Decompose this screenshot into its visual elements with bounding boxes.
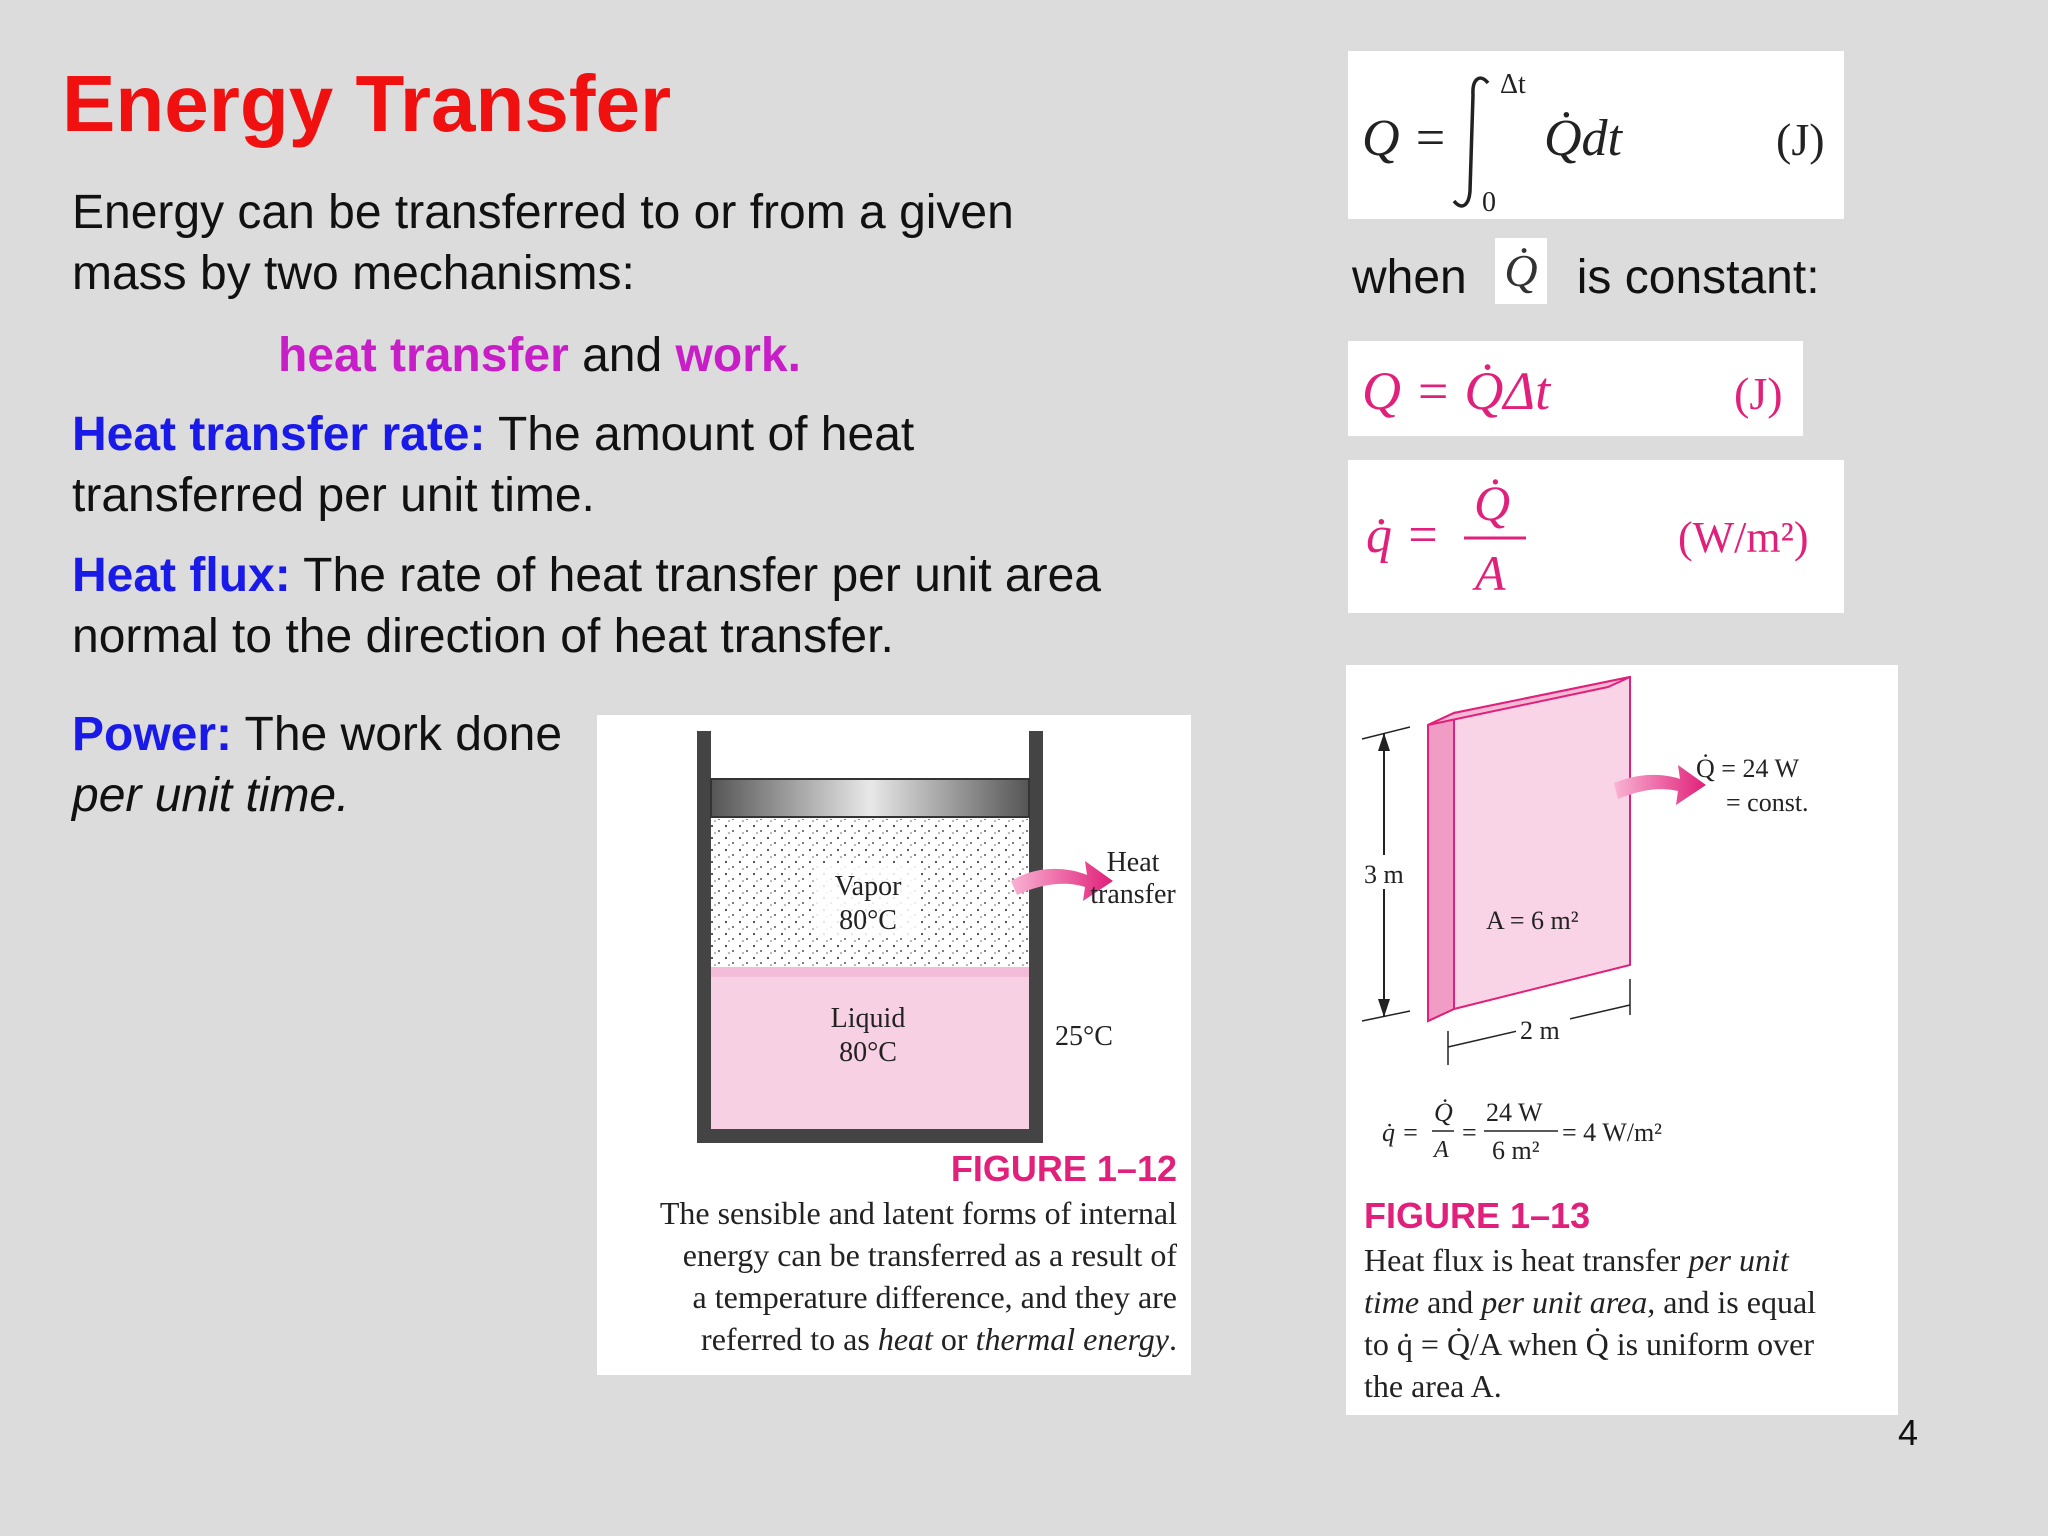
- heat-transfer-rate-definition: [72, 404, 1072, 526]
- fig13-caption-time: time: [1364, 1284, 1420, 1320]
- plate-heat-flux-diagram: [1346, 665, 1898, 1205]
- formula-equals: =: [1462, 1118, 1477, 1147]
- qdot-symbol: Q̇: [1504, 245, 1538, 296]
- heat-transfer-rate-text: The amount of heat transferred per unit time.: [72, 408, 915, 522]
- fig12-caption-or: or: [932, 1321, 976, 1357]
- and-text: and: [568, 329, 676, 382]
- fig13-caption-and: and: [1419, 1284, 1482, 1320]
- plate-side-face: [1428, 713, 1454, 1021]
- eq1-lhs: Q =: [1362, 110, 1448, 167]
- heat-transfer-term: heat transfer: [278, 329, 569, 382]
- when-constant-line: [1352, 250, 1820, 305]
- period: .: [787, 329, 801, 382]
- width-label: 2 m: [1520, 1016, 1560, 1045]
- formula-den1: A: [1434, 1137, 1449, 1163]
- fig12-caption-period: .: [1169, 1321, 1177, 1357]
- figure-1-12-label: FIGURE 1–12: [950, 1148, 1177, 1189]
- heat-flux-text: The rate of heat transfer per unit area normal to the direction of heat transfer.: [72, 549, 1101, 663]
- figure-1-13: [1346, 665, 1898, 1415]
- cylinder-right-wall: [1029, 731, 1043, 1143]
- piston-cylinder-diagram: [597, 715, 1191, 1155]
- height-tick-top: [1362, 727, 1410, 739]
- figure-1-13-label: FIGURE 1–13: [1364, 1195, 1591, 1236]
- heat-flux-equation-box: [1348, 460, 1844, 613]
- fig13-caption-line3: to q̇ = Q̇/A when Q̇ is uniform over: [1364, 1326, 1814, 1362]
- fig12-caption-line3: a temperature difference, and they are: [692, 1279, 1177, 1315]
- formula-den2: 6 m²: [1492, 1136, 1540, 1165]
- transfer-label: transfer: [1090, 879, 1176, 910]
- heat-flux-equation: [1348, 460, 1844, 613]
- eq1-unit: (J): [1776, 114, 1825, 165]
- integral-equation: [1348, 51, 1844, 219]
- area-label: A = 6 m²: [1486, 906, 1579, 935]
- is-constant-text: is constant:: [1576, 251, 1820, 304]
- power-definition: [72, 704, 592, 826]
- plate: [1428, 677, 1630, 1021]
- power-text: The work done: [232, 708, 563, 761]
- fig13-caption-line2: [1364, 1281, 1894, 1323]
- eq1-upper-limit: Δt: [1500, 69, 1526, 100]
- figure-1-12-caption: [607, 1192, 1177, 1360]
- constant-rate-equation-box: [1348, 341, 1803, 436]
- surroundings-temperature: 25°C: [1055, 1021, 1113, 1052]
- eq3-numerator: Q̇: [1474, 475, 1511, 531]
- cylinder-bottom: [697, 1129, 1043, 1143]
- eq1-integrand: Q̇dt: [1544, 110, 1622, 167]
- page-number: 4: [1898, 1412, 1919, 1453]
- fig13-caption-equal: and is equal: [1655, 1284, 1817, 1320]
- when-text: when: [1352, 251, 1467, 304]
- eq3-lhs: q̇ =: [1366, 507, 1441, 564]
- formula-result: = 4 W/m²: [1562, 1118, 1662, 1147]
- fig13-caption-line1: [1364, 1239, 1894, 1281]
- eq3-unit: (W/m²): [1678, 513, 1809, 562]
- intro-paragraph: Energy can be transferred to or from a given mass by two mechanisms:: [72, 186, 1014, 300]
- fig12-caption-line1: The sensible and latent forms of internal: [659, 1195, 1177, 1231]
- liquid-surface: [711, 967, 1029, 977]
- piston: [711, 779, 1029, 817]
- liquid-temperature: 80°C: [839, 1037, 897, 1068]
- cylinder-left-wall: [697, 731, 711, 1143]
- mechanisms-line: [278, 325, 801, 386]
- qdot-symbol-box: [1495, 238, 1547, 304]
- liquid-label: Liquid: [830, 1003, 906, 1034]
- figure-1-13-caption: [1364, 1239, 1894, 1407]
- vapor-temperature: 80°C: [839, 905, 897, 936]
- heat-flux-term: Heat flux:: [72, 549, 291, 602]
- fig12-caption-heat: heat: [877, 1321, 933, 1357]
- formula-num2: 24 W: [1486, 1098, 1543, 1127]
- work-term: work: [675, 329, 788, 382]
- power-term: Power:: [72, 708, 233, 761]
- integral-equation-box: [1348, 51, 1844, 219]
- figure-1-12: [597, 715, 1191, 1375]
- heat-rate-label: Q̇ = 24 W: [1696, 754, 1800, 783]
- fig12-caption-line2: energy can be transferred as a result of: [682, 1237, 1177, 1273]
- eq2-unit: (J): [1734, 368, 1783, 419]
- height-tick-bottom: [1362, 1011, 1410, 1021]
- constant-rate-equation: [1348, 341, 1803, 436]
- eq2-text: Q = Q̇Δt: [1362, 361, 1551, 421]
- eq3-denominator: A: [1475, 545, 1506, 601]
- height-arrow-top-icon: [1378, 733, 1390, 751]
- per-unit-time-text: per unit time.: [72, 769, 350, 822]
- fig12-caption-thermal-energy: thermal energy: [975, 1321, 1169, 1357]
- constant-label: = const.: [1726, 788, 1809, 817]
- eq1-lower-limit: 0: [1482, 187, 1496, 218]
- fig13-caption-per-unit: per unit: [1688, 1242, 1789, 1278]
- vapor-label: Vapor: [834, 871, 902, 902]
- formula-num1: Q̇: [1434, 1098, 1453, 1127]
- fig13-caption-l1a: Heat flux is heat transfer: [1364, 1242, 1689, 1278]
- fig13-caption-line4: the area A.: [1364, 1368, 1502, 1404]
- heat-transfer-rate-term: Heat transfer rate:: [72, 408, 486, 461]
- fig13-caption-per-unit-area: per unit area,: [1481, 1284, 1656, 1320]
- height-label: 3 m: [1364, 860, 1404, 889]
- fig12-caption-line4: [607, 1318, 1177, 1360]
- slide-title: Energy Transfer: [62, 59, 672, 148]
- height-arrow-bottom-icon: [1378, 999, 1390, 1017]
- fig12-caption-l4a: referred to as: [701, 1321, 878, 1357]
- heat-label: Heat: [1106, 847, 1160, 878]
- heat-flux-definition: [72, 545, 1112, 667]
- formula-lhs: q̇ =: [1382, 1118, 1420, 1147]
